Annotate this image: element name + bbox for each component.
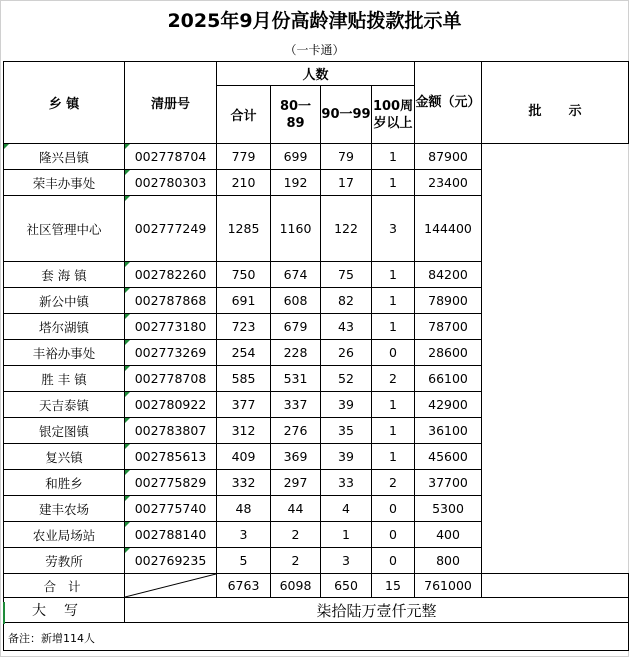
township-cell: 银定图镇 bbox=[4, 418, 125, 444]
age-80-89-cell: 2 bbox=[271, 522, 321, 548]
register-no-cell: 002778708 bbox=[125, 366, 217, 392]
total-b-cell: 650 bbox=[321, 574, 372, 598]
table-row bbox=[4, 262, 629, 288]
total-cell: 254 bbox=[217, 340, 271, 366]
amount-cell: 144400 bbox=[415, 196, 482, 262]
age-100-cell: 1 bbox=[372, 444, 415, 470]
age-90-99-cell: 4 bbox=[321, 496, 372, 522]
age-100-cell: 1 bbox=[372, 392, 415, 418]
age-80-89-cell: 679 bbox=[271, 314, 321, 340]
age-80-89-cell: 1160 bbox=[271, 196, 321, 262]
register-no-cell: 002787868 bbox=[125, 288, 217, 314]
age-100-cell: 0 bbox=[372, 548, 415, 574]
total-cell: 779 bbox=[217, 144, 271, 170]
age-80-89-cell: 674 bbox=[271, 262, 321, 288]
age-90-99-cell: 75 bbox=[321, 262, 372, 288]
age-100-cell: 1 bbox=[372, 170, 415, 196]
age-90-99-cell: 39 bbox=[321, 444, 372, 470]
township-cell: 复兴镇 bbox=[4, 444, 125, 470]
diagonal-cell bbox=[125, 574, 217, 598]
page-subtitle: （一卡通） bbox=[284, 43, 345, 57]
table-row bbox=[4, 548, 629, 574]
total-cell: 5 bbox=[217, 548, 271, 574]
daxie-label: 大写 bbox=[4, 598, 125, 623]
total-cell: 377 bbox=[217, 392, 271, 418]
table-row bbox=[4, 496, 629, 522]
register-no-cell: 002788140 bbox=[125, 522, 217, 548]
age-80-89-cell: 699 bbox=[271, 144, 321, 170]
age-100-cell: 0 bbox=[372, 522, 415, 548]
amount-cell: 87900 bbox=[415, 144, 482, 170]
township-cell: 天吉泰镇 bbox=[4, 392, 125, 418]
table-row bbox=[4, 144, 629, 170]
total-cell: 691 bbox=[217, 288, 271, 314]
header-age-90-99: 90一99 bbox=[321, 86, 372, 144]
row-marker bbox=[3, 602, 5, 624]
amount-cell: 42900 bbox=[415, 392, 482, 418]
table-row bbox=[4, 366, 629, 392]
township-cell: 丰裕办事处 bbox=[4, 340, 125, 366]
total-cell: 312 bbox=[217, 418, 271, 444]
header-register-no: 清册号 bbox=[125, 62, 217, 144]
age-90-99-cell: 3 bbox=[321, 548, 372, 574]
age-80-89-cell: 297 bbox=[271, 470, 321, 496]
page-title: 2025年9月份高龄津贴拨款批示单 bbox=[167, 10, 462, 32]
township-cell: 隆兴昌镇 bbox=[4, 144, 125, 170]
amount-cell: 66100 bbox=[415, 366, 482, 392]
age-90-99-cell: 39 bbox=[321, 392, 372, 418]
register-no-cell: 002775740 bbox=[125, 496, 217, 522]
table-row bbox=[4, 522, 629, 548]
header-township: 乡 镇 bbox=[4, 62, 125, 144]
township-cell: 和胜乡 bbox=[4, 470, 125, 496]
age-80-89-cell: 228 bbox=[271, 340, 321, 366]
data-rows bbox=[4, 144, 629, 651]
township-cell: 农业局场站 bbox=[4, 522, 125, 548]
table-row bbox=[4, 392, 629, 418]
table-row bbox=[4, 418, 629, 444]
daxie-value: 柒拾陆万壹仟元整 bbox=[125, 598, 629, 623]
age-80-89-cell: 531 bbox=[271, 366, 321, 392]
table-row bbox=[4, 196, 629, 262]
age-100-cell: 2 bbox=[372, 366, 415, 392]
township-cell: 新公中镇 bbox=[4, 288, 125, 314]
age-90-99-cell: 122 bbox=[321, 196, 372, 262]
age-80-89-cell: 2 bbox=[271, 548, 321, 574]
table-row bbox=[4, 470, 629, 496]
township-cell: 胜 丰 镇 bbox=[4, 366, 125, 392]
total-cell: 210 bbox=[217, 170, 271, 196]
daxie-row bbox=[4, 598, 629, 623]
approval-label: 批 示 bbox=[528, 104, 582, 119]
age-90-99-cell: 33 bbox=[321, 470, 372, 496]
register-no-cell: 002773269 bbox=[125, 340, 217, 366]
age-80-89-cell: 44 bbox=[271, 496, 321, 522]
register-no-cell: 002785613 bbox=[125, 444, 217, 470]
register-no-cell: 002780303 bbox=[125, 170, 217, 196]
age-80-89-cell: 608 bbox=[271, 288, 321, 314]
table-row bbox=[4, 314, 629, 340]
total-a-cell: 6098 bbox=[271, 574, 321, 598]
header-amount: 金额（元） bbox=[415, 62, 482, 144]
age-90-99-cell: 26 bbox=[321, 340, 372, 366]
total-cell: 723 bbox=[217, 314, 271, 340]
township-cell: 建丰农场 bbox=[4, 496, 125, 522]
header-people: 人数 bbox=[217, 62, 415, 86]
footnote: 备注：新增114人 bbox=[8, 632, 95, 645]
age-100-cell: 1 bbox=[372, 314, 415, 340]
age-90-99-cell: 17 bbox=[321, 170, 372, 196]
register-no-cell: 002777249 bbox=[125, 196, 217, 262]
amount-cell: 36100 bbox=[415, 418, 482, 444]
total-cell: 3 bbox=[217, 522, 271, 548]
amount-cell: 5300 bbox=[415, 496, 482, 522]
total-cell: 750 bbox=[217, 262, 271, 288]
total-label: 合 计 bbox=[4, 574, 125, 598]
age-90-99-cell: 35 bbox=[321, 418, 372, 444]
age-90-99-cell: 52 bbox=[321, 366, 372, 392]
age-100-cell: 3 bbox=[372, 196, 415, 262]
township-cell: 社区管理中心 bbox=[4, 196, 125, 262]
table-row bbox=[4, 170, 629, 196]
register-no-cell: 002773180 bbox=[125, 314, 217, 340]
total-cell: 1285 bbox=[217, 196, 271, 262]
total-amount-cell: 761000 bbox=[415, 574, 482, 598]
total-cell: 409 bbox=[217, 444, 271, 470]
age-100-cell: 1 bbox=[372, 144, 415, 170]
age-100-cell: 2 bbox=[372, 470, 415, 496]
amount-cell: 84200 bbox=[415, 262, 482, 288]
total-total-cell: 6763 bbox=[217, 574, 271, 598]
age-80-89-cell: 337 bbox=[271, 392, 321, 418]
age-100-cell: 1 bbox=[372, 418, 415, 444]
amount-cell: 28600 bbox=[415, 340, 482, 366]
amount-cell: 400 bbox=[415, 522, 482, 548]
header-age-80-89: 80一89 bbox=[271, 86, 321, 144]
total-c-cell: 15 bbox=[372, 574, 415, 598]
amount-cell: 800 bbox=[415, 548, 482, 574]
amount-cell: 23400 bbox=[415, 170, 482, 196]
township-cell: 劳教所 bbox=[4, 548, 125, 574]
header-approval bbox=[482, 62, 629, 144]
age-80-89-cell: 276 bbox=[271, 418, 321, 444]
table-row bbox=[4, 288, 629, 314]
total-cell: 48 bbox=[217, 496, 271, 522]
amount-cell: 78900 bbox=[415, 288, 482, 314]
register-no-cell: 002782260 bbox=[125, 262, 217, 288]
header-age-100: 100周岁以上 bbox=[372, 86, 415, 144]
register-no-cell: 002778704 bbox=[125, 144, 217, 170]
amount-cell: 37700 bbox=[415, 470, 482, 496]
amount-cell: 78700 bbox=[415, 314, 482, 340]
age-100-cell: 0 bbox=[372, 340, 415, 366]
township-cell: 荣丰办事处 bbox=[4, 170, 125, 196]
register-no-cell: 002775829 bbox=[125, 470, 217, 496]
approval-blank-cell bbox=[482, 574, 629, 598]
total-row bbox=[4, 574, 629, 598]
table-row bbox=[4, 340, 629, 366]
age-90-99-cell: 1 bbox=[321, 522, 372, 548]
register-no-cell: 002780922 bbox=[125, 392, 217, 418]
register-no-cell: 002769235 bbox=[125, 548, 217, 574]
note-row bbox=[4, 623, 629, 651]
age-90-99-cell: 79 bbox=[321, 144, 372, 170]
township-cell: 套 海 镇 bbox=[4, 262, 125, 288]
age-100-cell: 0 bbox=[372, 496, 415, 522]
age-90-99-cell: 43 bbox=[321, 314, 372, 340]
township-cell: 塔尔湖镇 bbox=[4, 314, 125, 340]
age-90-99-cell: 82 bbox=[321, 288, 372, 314]
table-row bbox=[4, 444, 629, 470]
total-cell: 332 bbox=[217, 470, 271, 496]
age-80-89-cell: 192 bbox=[271, 170, 321, 196]
allowance-table bbox=[3, 61, 629, 651]
age-100-cell: 1 bbox=[372, 262, 415, 288]
total-cell: 585 bbox=[217, 366, 271, 392]
age-80-89-cell: 369 bbox=[271, 444, 321, 470]
amount-cell: 45600 bbox=[415, 444, 482, 470]
age-100-cell: 1 bbox=[372, 288, 415, 314]
header-total: 合计 bbox=[217, 86, 271, 144]
register-no-cell: 002783807 bbox=[125, 418, 217, 444]
note-cell bbox=[4, 623, 629, 651]
